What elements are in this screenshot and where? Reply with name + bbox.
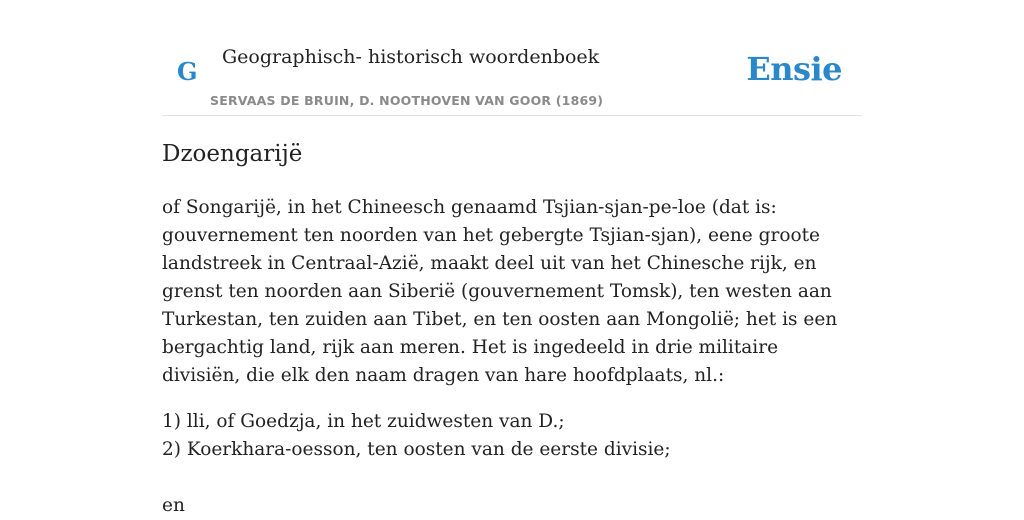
entry-paragraph: of Songarijë, in het Chineesch genaamd Tsjian-sjan-pe-loe (dat is: gouvernement ten noorden van het gebergte Tsjian-sjan), eene groote landstreek in Centraal-Azië, maakt deel uit van het Chinesche rijk, en grenst ten noorden aan Siberië (gouvernement Tomsk), ten westen aan Turkestan, ten zuiden aan Tibet, en ten oosten aan Mongolië; het is een bergachtig land, rijk aan meren. Het is ingedeeld in drie militaire divisiën, die elk den naam dragen van hare hoofdplaats, nl.: <box>162 197 838 386</box>
book-authors: SERVAAS DE BRUIN, D. NOOTHOVEN VAN GOOR (1869) <box>210 93 604 108</box>
ensie-logo[interactable]: Ensie <box>746 50 842 88</box>
book-logo[interactable]: G <box>177 57 198 86</box>
book-title[interactable]: Geographisch- historisch woordenboek <box>222 46 600 68</box>
header <box>162 30 862 116</box>
division-list <box>162 408 862 464</box>
entry-title: Dzoengarijë <box>162 141 303 167</box>
entry-tail-text: en <box>162 495 185 516</box>
list-item: 1) lli, of Goedzja, in het zuidwesten van D.; <box>162 411 565 432</box>
entry-content <box>162 138 862 520</box>
list-item: 2) Koerkhara-oesson, ten oosten van de eerste divisie; <box>162 439 671 460</box>
